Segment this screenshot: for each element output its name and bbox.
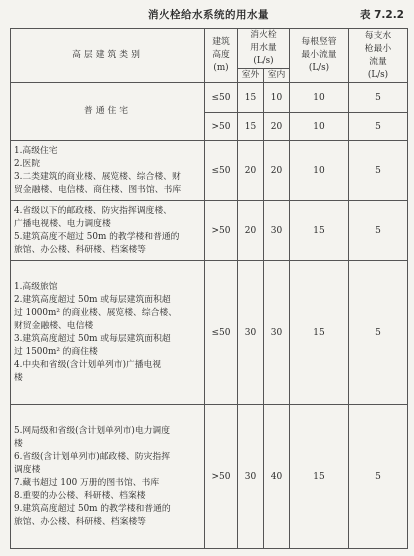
indoor-cell: 20 — [264, 113, 290, 141]
table-row — [11, 83, 408, 113]
indoor-cell: 30 — [264, 261, 290, 405]
riser-cell: 10 — [290, 113, 349, 141]
header-branch-flow: 每支水 枪最小 流量 (L/s) — [349, 29, 408, 83]
table-row — [11, 261, 408, 405]
header-category: 高层建筑类别 — [11, 29, 205, 83]
branch-cell: 5 — [349, 201, 408, 261]
table-number: 表 7.2.2 — [359, 9, 404, 21]
outdoor-cell: 30 — [238, 261, 264, 405]
outdoor-cell: 30 — [238, 405, 264, 549]
header-indoor: 室内 — [264, 69, 290, 83]
indoor-cell: 30 — [264, 201, 290, 261]
header-outdoor: 室外 — [238, 69, 264, 83]
header-hydrant-flow: 消火栓 用水量 (L/s) — [238, 29, 290, 69]
outdoor-cell: 20 — [238, 201, 264, 261]
category-cell: 1.高级住宅 2.医院 3.二类建筑的商业楼、展览楼、综合楼、财 贸金融楼、电信楼、商住楼、图书馆、书库 — [11, 141, 205, 201]
height-cell: >50 — [205, 201, 238, 261]
branch-cell: 5 — [349, 261, 408, 405]
height-cell: ≤50 — [205, 83, 238, 113]
indoor-cell: 40 — [264, 405, 290, 549]
header-height: 建筑 高度 (m) — [205, 29, 238, 83]
table-row — [11, 141, 408, 201]
outdoor-cell: 20 — [238, 141, 264, 201]
branch-cell: 5 — [349, 141, 408, 201]
riser-cell: 10 — [290, 141, 349, 201]
category-cell: 普通住宅 — [11, 83, 205, 141]
indoor-cell: 20 — [264, 141, 290, 201]
riser-cell: 15 — [290, 201, 349, 261]
header-riser-flow: 每根竖管 最小流量 (L/s) — [290, 29, 349, 83]
category-cell: 5.网局级和省级(含计划单列市)电力调度 楼 6.省级(含计划单列市)邮政楼、防灾指挥 调度楼 7.藏书超过 100 万册的图书馆、书库 8.重要的办公楼、科研楼、档案楼 9.建筑高度超过 50m 的教学楼和普通的 旅馆、办公楼、科研楼、档案楼等 — [11, 405, 205, 549]
table-title-bar — [0, 6, 414, 24]
branch-cell: 5 — [349, 113, 408, 141]
table-row — [11, 405, 408, 549]
height-cell: ≤50 — [205, 141, 238, 201]
indoor-cell: 10 — [264, 83, 290, 113]
category-cell: 4.省级以下的邮政楼、防灾指挥调度楼、 广播电视楼、电力调度楼 5.建筑高度不超过 50m 的教学楼和普通的 旅馆、办公楼、科研楼、档案楼等 — [11, 201, 205, 261]
table-row — [11, 201, 408, 261]
riser-cell: 10 — [290, 83, 349, 113]
branch-cell: 5 — [349, 405, 408, 549]
table-title: 消火栓给水系统的用水量 — [148, 9, 269, 21]
outdoor-cell: 15 — [238, 83, 264, 113]
water-usage-table — [10, 28, 408, 549]
category-cell: 1.高级旅馆 2.建筑高度超过 50m 或每层建筑面积超 过 1000m² 的商业楼、展览楼、综合楼、 财贸金融楼、电信楼 3.建筑高度超过 50m 或每层建筑面积超 过 1500m² 的商住楼 4.中央和省级(含计划单列市)广播电视 楼 — [11, 261, 205, 405]
outdoor-cell: 15 — [238, 113, 264, 141]
header-row-1 — [11, 29, 408, 69]
height-cell: >50 — [205, 405, 238, 549]
height-cell: ≤50 — [205, 261, 238, 405]
riser-cell: 15 — [290, 261, 349, 405]
height-cell: >50 — [205, 113, 238, 141]
riser-cell: 15 — [290, 405, 349, 549]
branch-cell: 5 — [349, 83, 408, 113]
